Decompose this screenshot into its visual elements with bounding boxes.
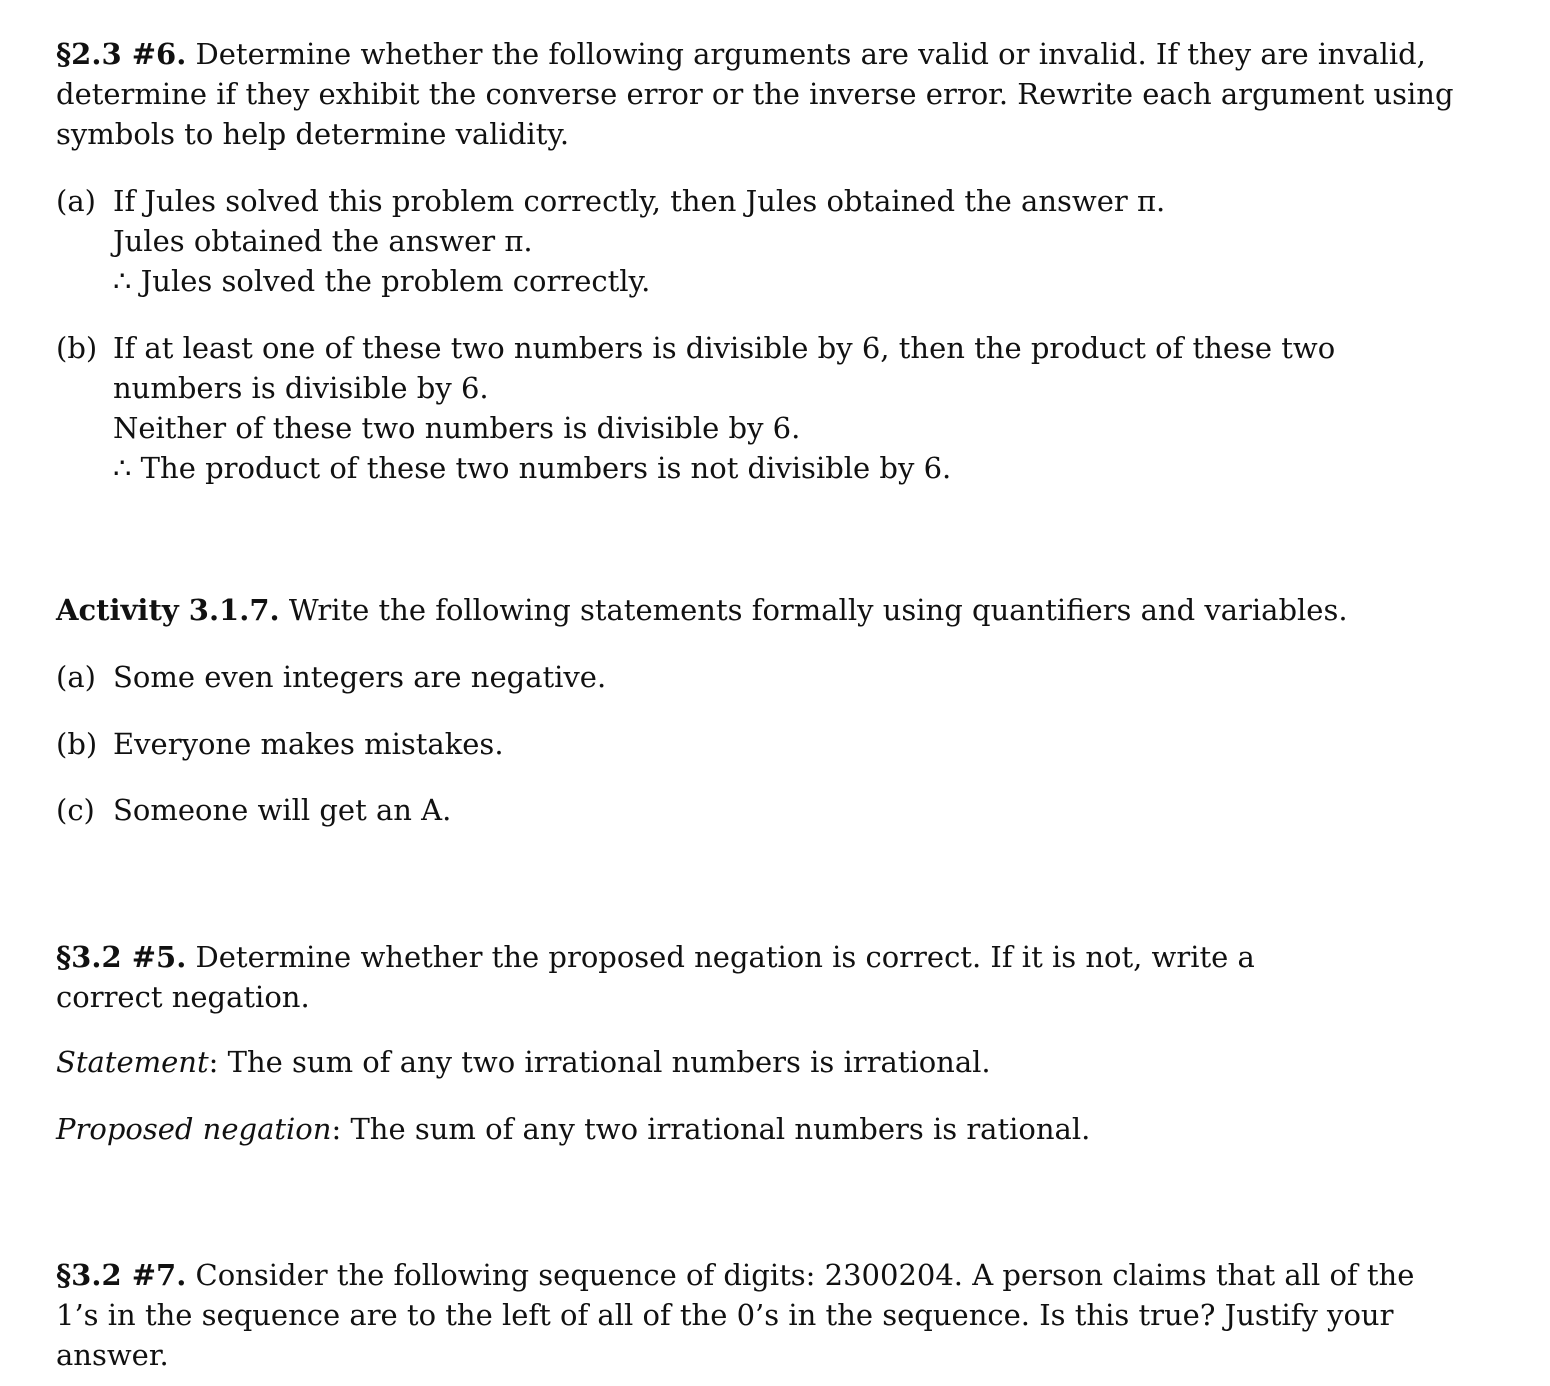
problem-3-2-5-heading: §3.2 #5. — [56, 940, 187, 974]
activity-3-1-7-text: Write the following statements formally using quantifiers and variables. — [288, 593, 1348, 627]
problem-3-2-5-intro — [56, 937, 1356, 1017]
conclusion-line — [113, 448, 1413, 488]
problem-3-2-7-paragraph — [56, 1255, 1446, 1375]
therefore-symbol: ∴ — [113, 264, 132, 298]
conclusion: Jules solved the problem correctly. — [140, 264, 651, 298]
activity-3-1-7-intro — [56, 590, 1456, 630]
premise-2: Jules obtained the answer π. — [113, 224, 533, 258]
problem-2-3-6-item-a — [56, 181, 1456, 301]
list-item — [56, 657, 1456, 697]
conclusion-line — [113, 261, 1456, 301]
conclusion: The product of these two numbers is not divisible by 6. — [140, 451, 952, 485]
premise-2: Neither of these two numbers is divisible by 6. — [113, 411, 801, 445]
problem-3-2-5-text: Determine whether the proposed negation is correct. If it is not, write a correct negation. — [56, 940, 1255, 1014]
item-label: (b) — [56, 331, 98, 365]
item-text: Some even integers are negative. — [113, 660, 607, 694]
problem-2-3-6-item-b — [56, 328, 1456, 488]
item-label: (a) — [56, 184, 96, 218]
statement-label: Statement — [56, 1045, 209, 1079]
list-item — [56, 724, 1456, 764]
item-text: Everyone makes mistakes. — [113, 727, 504, 761]
negation-label: Proposed negation — [56, 1112, 332, 1146]
activity-3-1-7-heading: Activity 3.1.7. — [56, 593, 280, 627]
activity-item-c — [56, 790, 1456, 830]
activity-item-b — [56, 724, 1456, 764]
list-item — [56, 181, 1456, 301]
activity-item-a — [56, 657, 1456, 697]
therefore-symbol: ∴ — [113, 451, 132, 485]
list-item — [56, 790, 1456, 830]
problem-2-3-6-text: Determine whether the following arguments are valid or invalid. If they are invalid, determine if they exhibit the converse error or the inverse error. Rewrite each argument using symbols to help determine validity. — [56, 37, 1454, 151]
problem-2-3-6 — [56, 34, 1456, 154]
item-label: (c) — [56, 793, 95, 827]
premise-1: If at least one of these two numbers is divisible by 6, then the product of these two numbers is divisible by 6. — [113, 331, 1336, 405]
problem-2-3-6-heading: §2.3 #6. — [56, 37, 187, 71]
negation-line: Proposed negation: The sum of any two irrational numbers is rational. — [56, 1112, 1091, 1146]
premise-1: If Jules solved this problem correctly, then Jules obtained the answer π. — [113, 184, 1166, 218]
activity-3-1-7 — [56, 590, 1456, 630]
problem-3-2-5 — [56, 937, 1356, 1017]
negation-text: The sum of any two irrational numbers is rational. — [350, 1112, 1091, 1146]
problem-2-3-6-intro — [56, 34, 1456, 154]
problem-3-2-7 — [56, 1255, 1446, 1375]
item-label: (b) — [56, 727, 98, 761]
statement-text: The sum of any two irrational numbers is irrational. — [227, 1045, 991, 1079]
problem-3-2-7-text: Consider the following sequence of digits: 2300204. A person claims that all of the 1’s in the sequence are to the left of all of the 0’s in the sequence. Is this true? Justify your answer. — [56, 1258, 1415, 1372]
list-item — [56, 328, 1413, 488]
item-text: Someone will get an A. — [113, 793, 452, 827]
item-label: (a) — [56, 660, 96, 694]
statement-line: Statement: The sum of any two irrational numbers is irrational. — [56, 1045, 991, 1079]
problem-3-2-7-heading: §3.2 #7. — [56, 1258, 187, 1292]
